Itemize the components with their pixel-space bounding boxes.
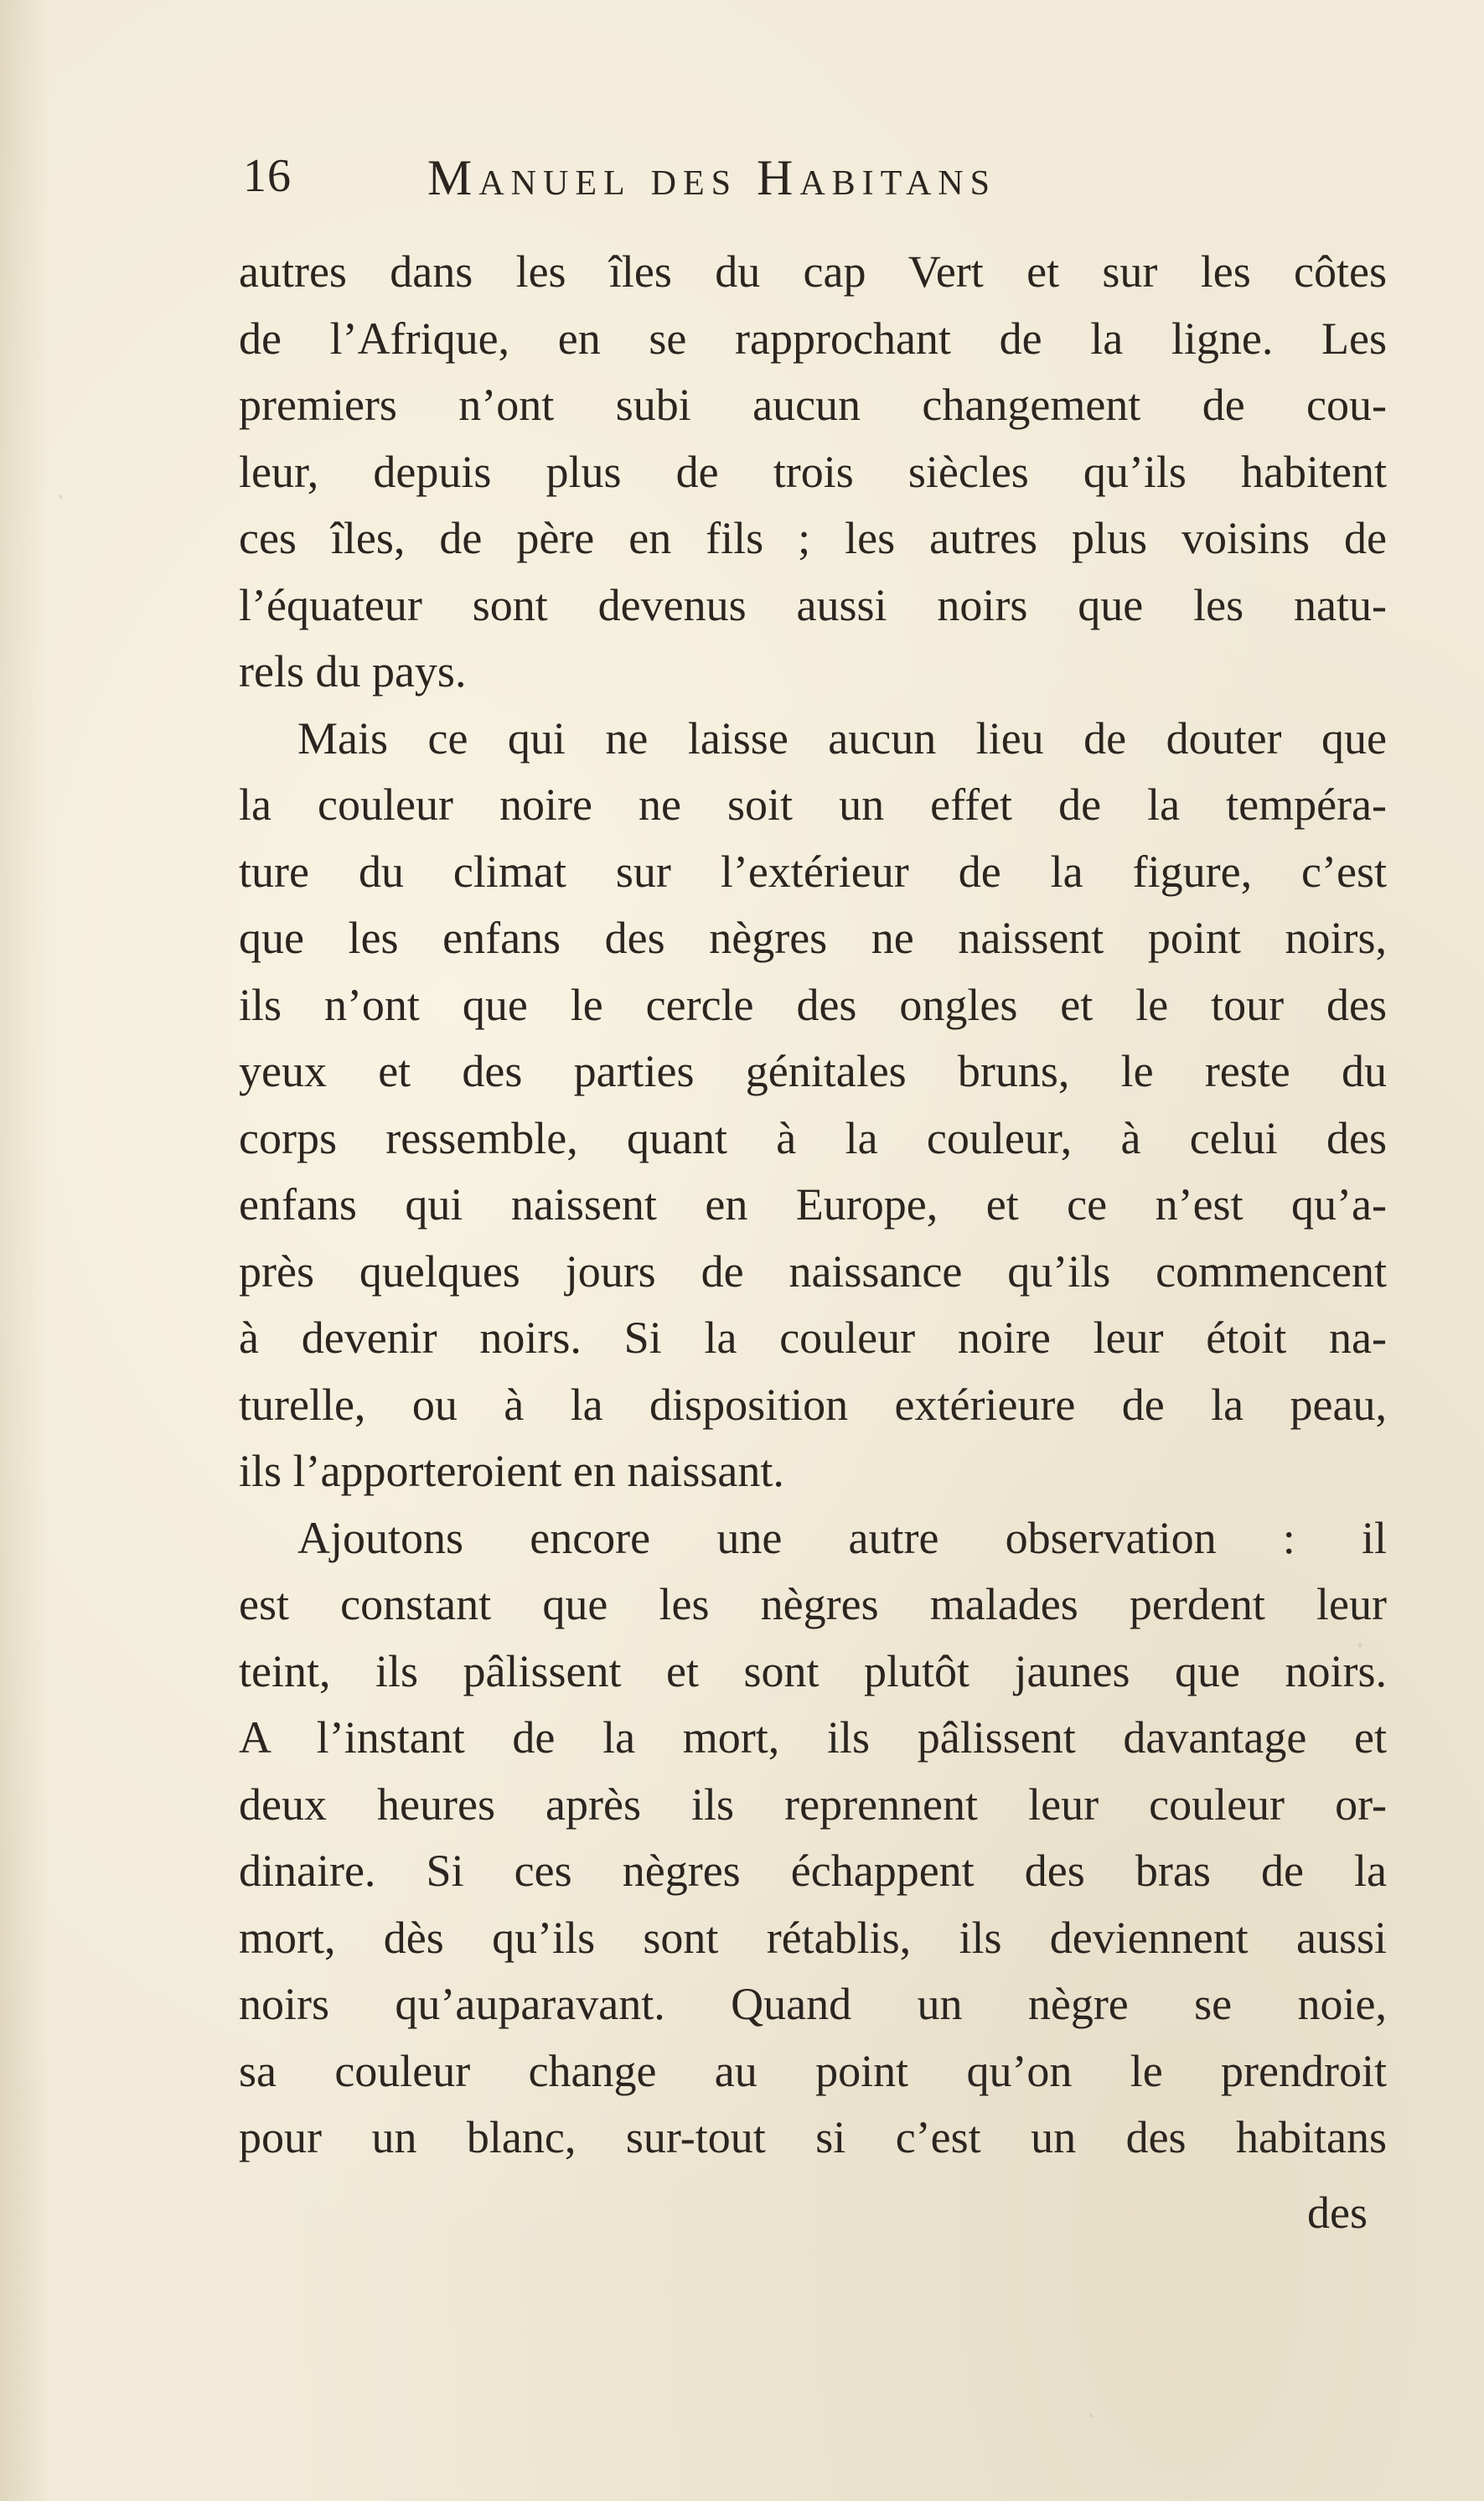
text-line: noirs qu’auparavant. Quand un nègre se noie, <box>239 1979 1387 2029</box>
text-line: ces îles, de père en fils ; les autres plus voisins de <box>239 513 1387 563</box>
text-line: yeux et des parties génitales bruns, le reste du <box>239 1046 1387 1096</box>
text-line: leur, depuis plus de trois siècles qu’ils habitent <box>239 446 1387 497</box>
text-line: que les enfans des nègres ne naissent point noirs, <box>239 913 1387 963</box>
running-title: Manuel des Habitans <box>427 150 996 205</box>
text-line: teint, ils pâlissent et sont plutôt jaunes que noirs. <box>239 1645 1387 1696</box>
catchword: des <box>1307 2188 1368 2238</box>
text-line: près quelques jours de naissance qu’ils commencent <box>239 1245 1387 1297</box>
text-line: sa couleur change au point qu’on le prendroit <box>239 2045 1387 2096</box>
body-text <box>239 239 1387 2172</box>
text-line: de l’Afrique, en se rapprochant de la ligne. Les <box>239 313 1387 364</box>
text-line: autres dans les îles du cap Vert et sur les côtes <box>239 246 1387 297</box>
text-line: premiers n’ont subi aucun changement de cou- <box>239 380 1387 430</box>
text-line: Ajoutons encore une autre observation : il <box>297 1512 1387 1563</box>
text-line: ils l’apporteroient en naissant. <box>239 1446 784 1496</box>
text-line: l’équateur sont devenus aussi noirs que les natu- <box>239 579 1387 630</box>
text-line: la couleur noire ne soit un effet de la tempéra- <box>239 779 1387 830</box>
text-line: mort, dès qu’ils sont rétablis, ils deviennent aussi <box>239 1912 1387 1963</box>
foxing-spot <box>59 495 63 499</box>
foxing-spot <box>1089 2414 1093 2417</box>
text-line: est constant que les nègres malades perdent leur <box>239 1579 1387 1629</box>
text-line: ture du climat sur l’extérieur de la figure, c’est <box>239 846 1387 897</box>
text-line: turelle, ou à la disposition extérieure de la peau, <box>239 1379 1387 1430</box>
text-line: A l’instant de la mort, ils pâlissent davantage et <box>239 1712 1387 1763</box>
text-line: deux heures après ils reprennent leur couleur or- <box>239 1779 1387 1830</box>
text-line: Mais ce qui ne laisse aucun lieu de douter que <box>297 712 1387 764</box>
text-line: corps ressemble, quant à la couleur, à celui des <box>239 1112 1387 1163</box>
text-line: enfans qui naissent en Europe, et ce n’est qu’a- <box>239 1179 1387 1230</box>
text-line: à devenir noirs. Si la couleur noire leur étoit na- <box>239 1313 1387 1363</box>
text-line: pour un blanc, sur-tout si c’est un des habitans <box>239 2112 1387 2162</box>
page-number: 16 <box>243 150 292 202</box>
running-head <box>243 149 1249 216</box>
text-line: rels du pays. <box>239 646 467 696</box>
text-line: ils n’ont que le cercle des ongles et le tour des <box>239 979 1387 1030</box>
text-line: dinaire. Si ces nègres échappent des bras de la <box>239 1846 1387 1896</box>
